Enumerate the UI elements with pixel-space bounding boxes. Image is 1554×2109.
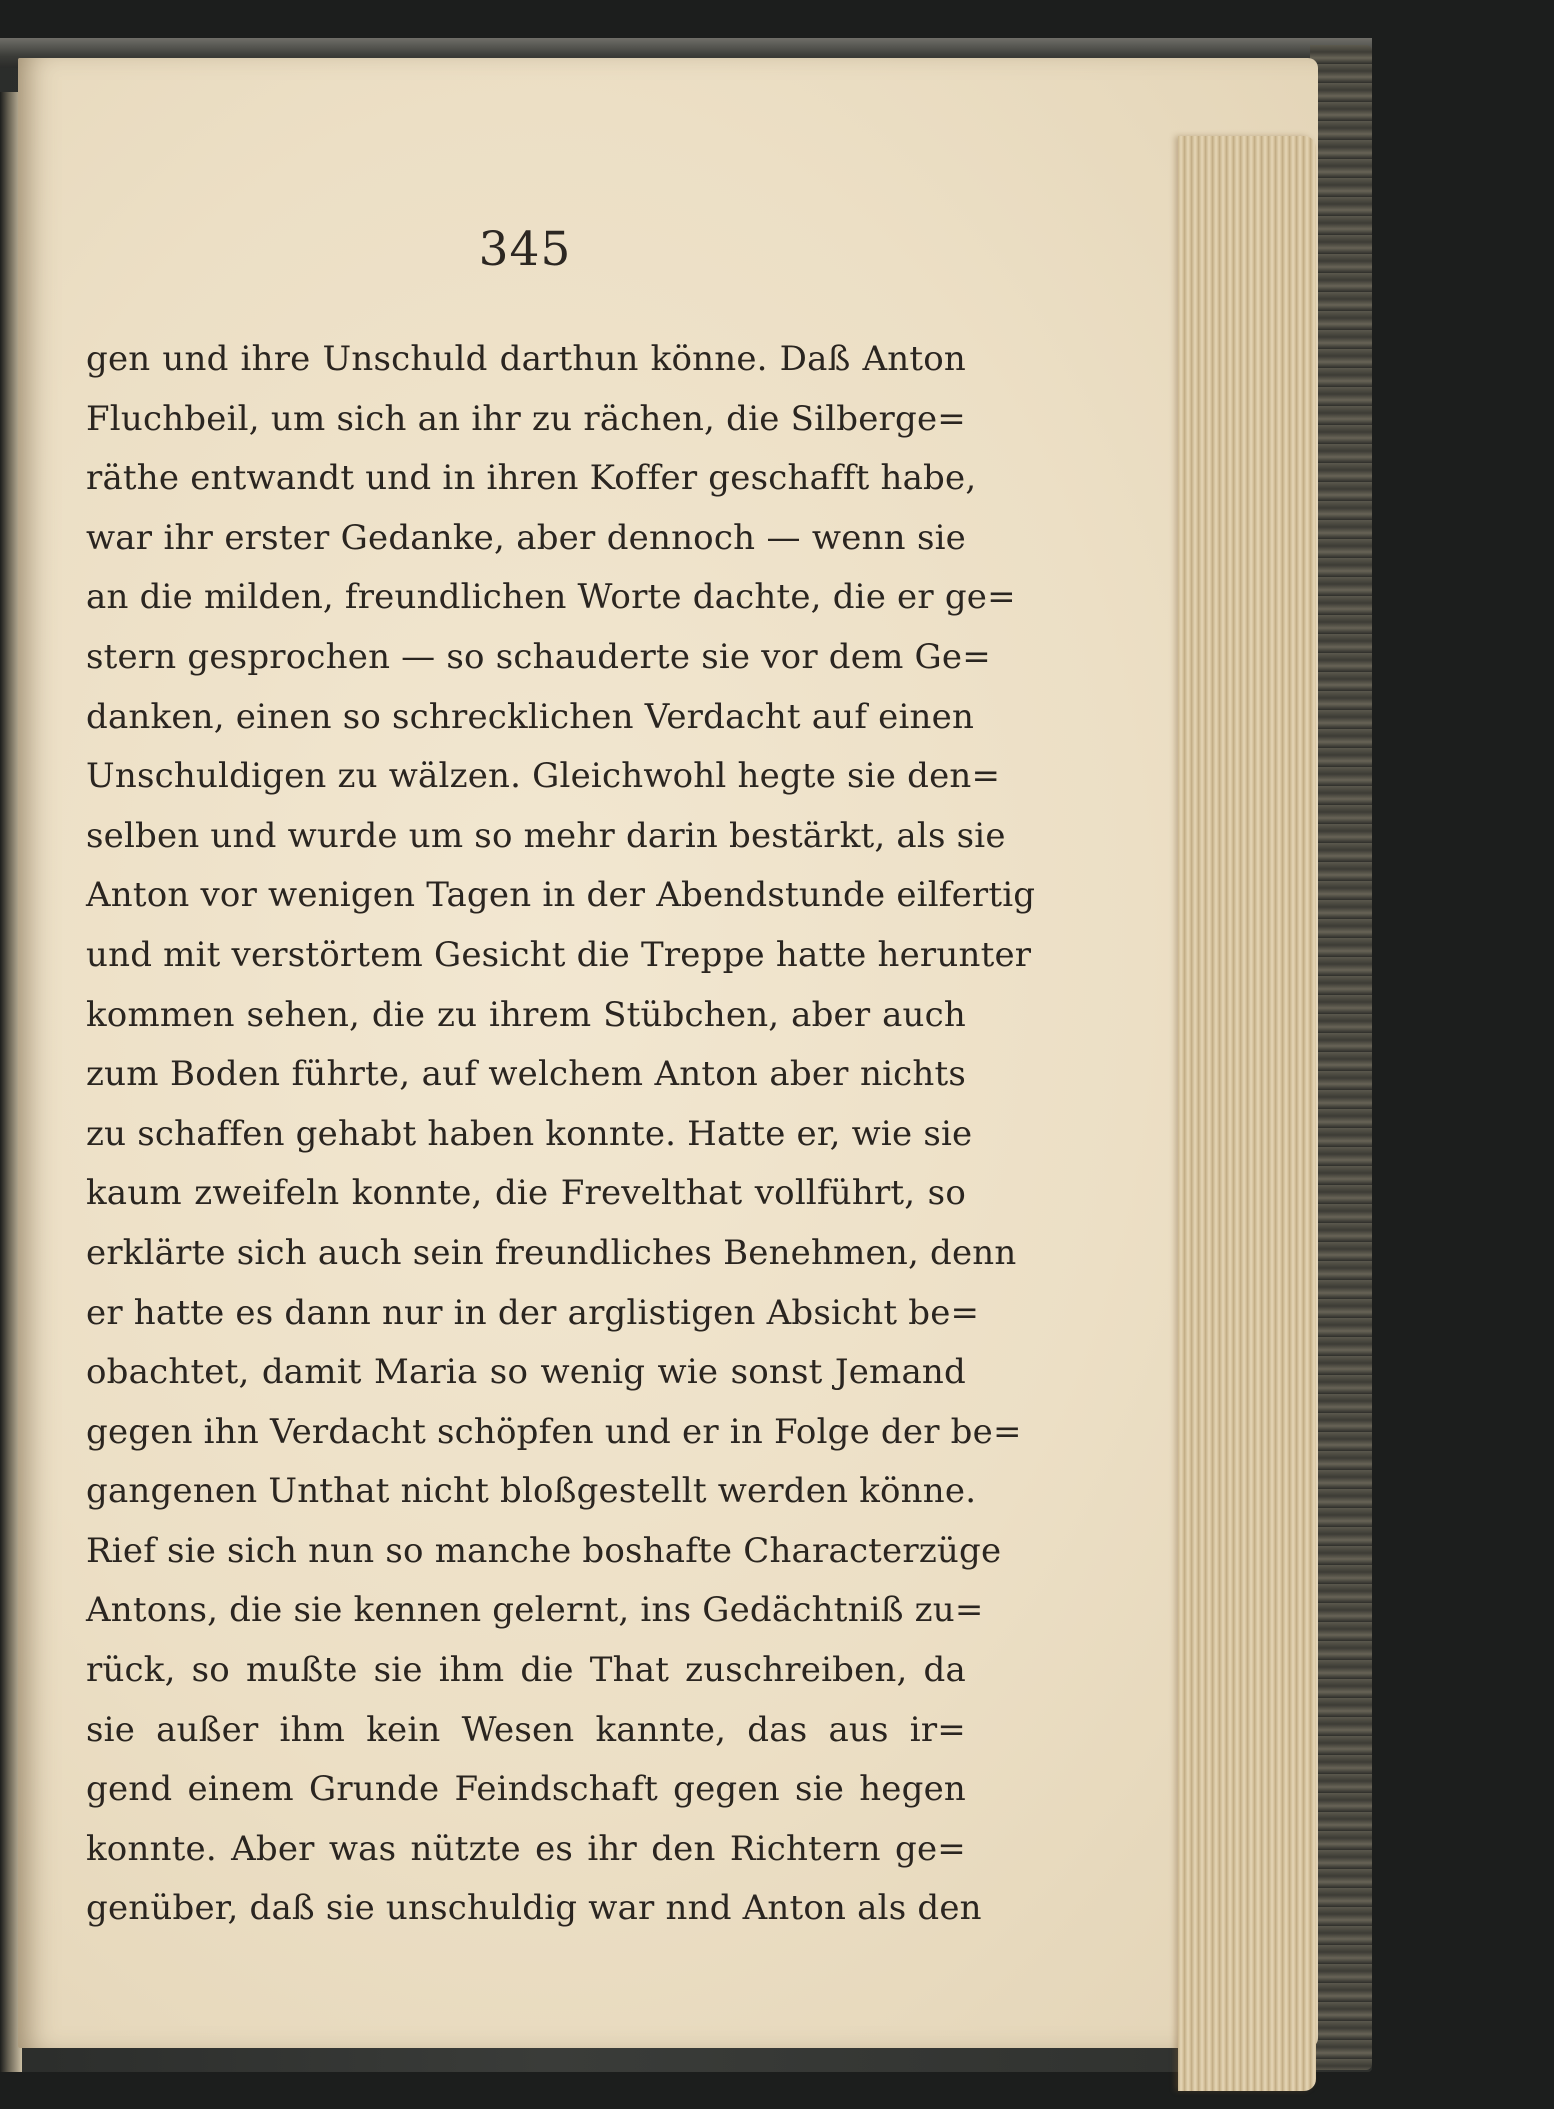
text-line: kaum zweifeln konnte, die Frevelthat vollführt, so — [86, 1173, 966, 1214]
text-line: stern gesprochen — so schauderte sie vor dem Ge= — [86, 636, 991, 677]
text-line: Antons, die sie kennen gelernt, ins Gedächtniß zu= — [86, 1590, 984, 1631]
text-line: gen und ihre Unschuld darthun könne. Daß Anton — [86, 339, 966, 379]
text-line: an die milden, freundlichen Worte dachte, die er ge= — [86, 577, 1016, 618]
text-line: Unschuldigen zu wälzen. Gleichwohl hegte sie den= — [86, 756, 1001, 797]
text-line: gangenen Unthat nicht bloßgestellt werden könne. — [86, 1471, 977, 1512]
text-line: obachtet, damit Maria so wenig wie sonst Jemand — [86, 1352, 966, 1393]
text-line: Rief sie sich nun so manche boshafte Characterzüge — [86, 1530, 1002, 1571]
body-text — [86, 330, 1036, 1939]
text-line: kommen sehen, die zu ihrem Stübchen, aber auch — [86, 994, 966, 1035]
text-line: erklärte sich auch sein freundliches Benehmen, denn — [86, 1232, 1017, 1273]
text-line: danken, einen so schrecklichen Verdacht auf einen — [86, 696, 975, 737]
text-line: zum Boden führte, auf welchem Anton aber nichts — [86, 1054, 966, 1095]
page-number: 345 — [478, 222, 572, 277]
text-line: konnte. Aber was nützte es ihr den Richtern ge= — [86, 1828, 966, 1869]
text-line: und mit verstörtem Gesicht die Treppe hatte herunter — [86, 934, 1032, 975]
text-line: gend einem Grunde Feindschaft gegen sie hegen — [86, 1769, 966, 1810]
page-stack-edge — [1178, 136, 1316, 2091]
text-line: Anton vor wenigen Tagen in der Abendstunde eilfertig — [86, 875, 1036, 916]
text-line: selben und wurde um so mehr darin bestärkt, als sie — [86, 815, 1006, 856]
text-line: er hatte es dann nur in der arglistigen Absicht be= — [86, 1292, 980, 1333]
text-line: zu schaffen gehabt haben konnte. Hatte er, wie sie — [86, 1113, 973, 1154]
text-line: genüber, daß sie unschuldig war nnd Anton als den — [86, 1888, 982, 1929]
text-line: gegen ihn Verdacht schöpfen und er in Folge der be= — [86, 1411, 1022, 1452]
text-line: sie außer ihm kein Wesen kannte, das aus ir= — [86, 1709, 966, 1750]
text-line: war ihr erster Gedanke, aber dennoch — wenn sie — [86, 517, 966, 558]
text-line: Fluchbeil, um sich an ihr zu rächen, die Silberge= — [86, 398, 966, 439]
text-line: rück, so mußte sie ihm die That zuschreiben, da — [86, 1650, 966, 1691]
text-line: räthe entwandt und in ihren Koffer geschafft habe, — [86, 458, 977, 499]
book-cover-right-edge — [1310, 45, 1372, 2070]
